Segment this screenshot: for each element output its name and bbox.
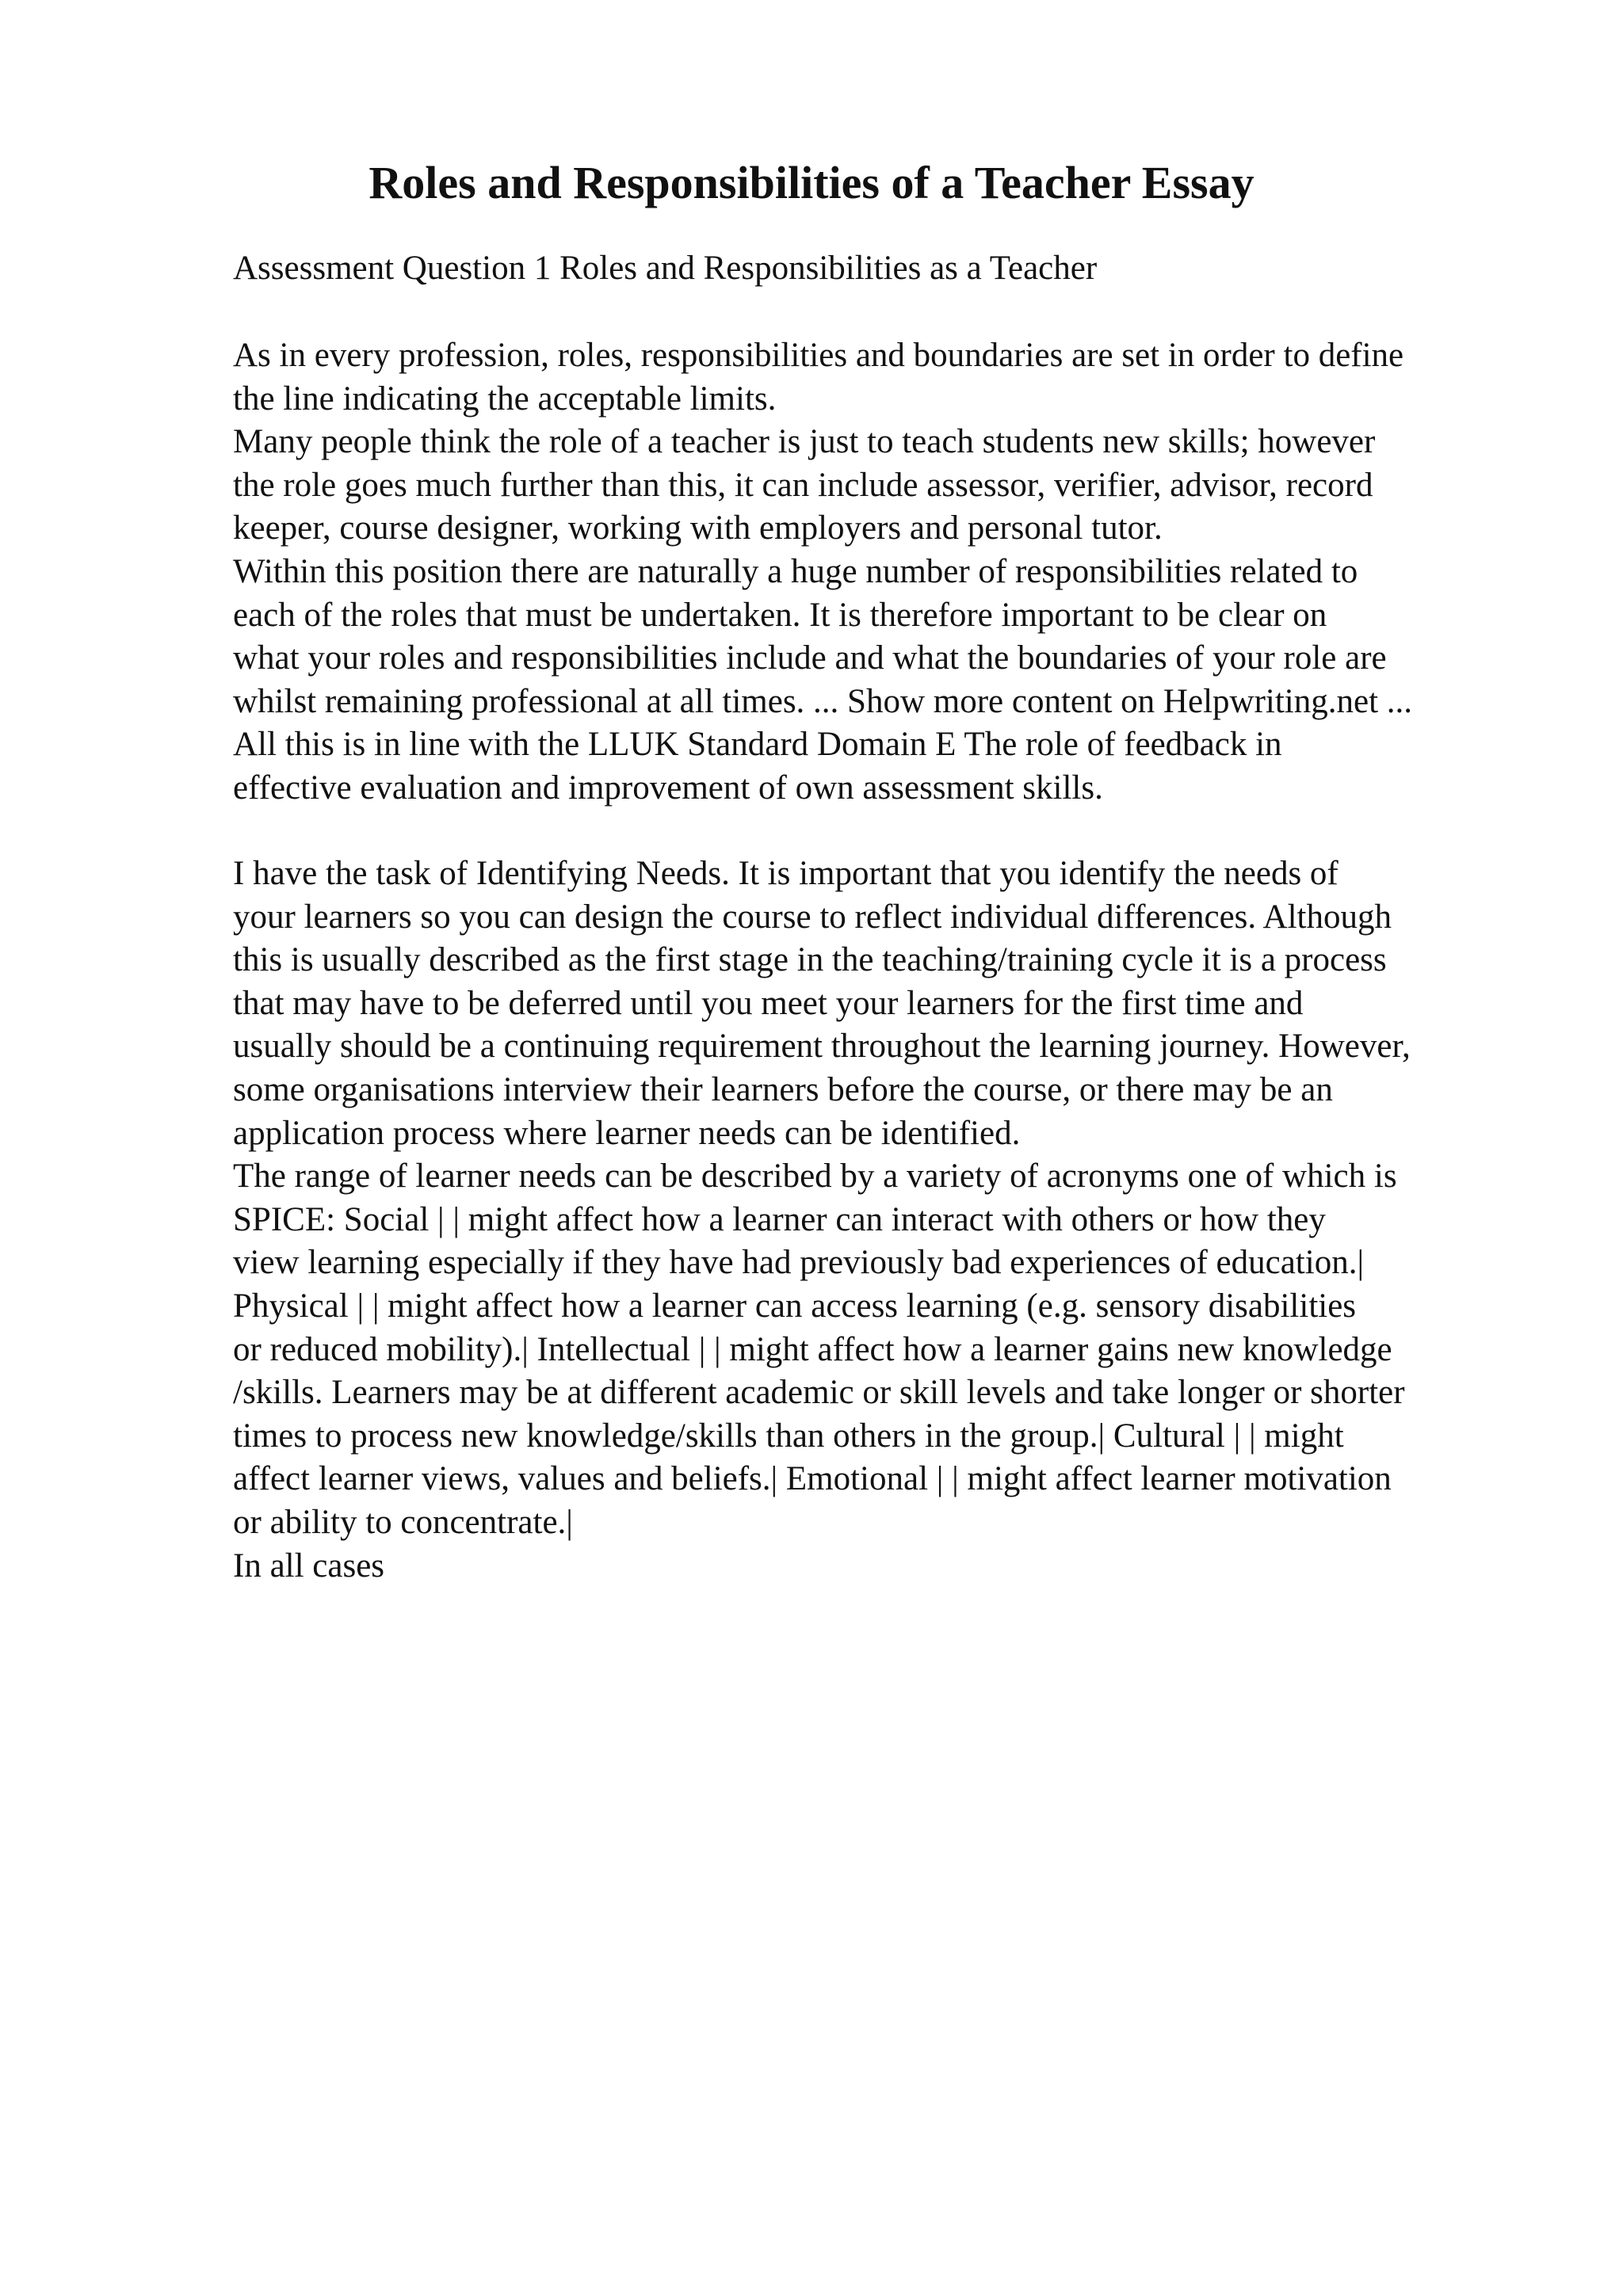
text-line: SPICE: Social | | might affect how a learner can interact with others or how they — [233, 1200, 1326, 1238]
text-line: each of the roles that must be undertaken. It is therefore important to be clear on — [233, 596, 1327, 634]
text-line: or reduced mobility).| Intellectual | | might affect how a learner gains new knowledge — [233, 1330, 1392, 1368]
text-line: As in every profession, roles, responsibilities and boundaries are set in order to define — [233, 337, 1404, 374]
assessment-question-heading: Assessment Question 1 Roles and Responsibilities as a Teacher — [233, 250, 1098, 287]
text-line: the role goes much further than this, it can include assessor, verifier, advisor, record — [233, 466, 1373, 504]
text-line: /skills. Learners may be at different academic or skill levels and take longer or shorter — [233, 1374, 1405, 1412]
text-line: All this is in line with the LLUK Standard Domain E The role of feedback in — [233, 726, 1282, 764]
text-line: Within this position there are naturally a huge number of responsibilities related to — [233, 552, 1358, 590]
text-line: some organisations interview their learners before the course, or there may be an — [233, 1070, 1333, 1108]
text-line: view learning especially if they have had previously bad experiences of education.| — [233, 1244, 1365, 1282]
text-line: Many people think the role of a teacher is just to teach students new skills; however — [233, 423, 1376, 461]
text-line: I have the task of Identifying Needs. It is important that you identify the needs of — [233, 855, 1338, 892]
text-line: The range of learner needs can be described by a variety of acronyms one of which is — [233, 1158, 1397, 1196]
paragraph-roles — [233, 334, 1564, 810]
text-line: times to process new knowledge/skills than others in the group.| Cultural | | might — [233, 1417, 1344, 1455]
text-line: what your roles and responsibilities include and what the boundaries of your role are — [233, 639, 1387, 677]
text-line: usually should be a continuing requirement throughout the learning journey. However, — [233, 1028, 1411, 1066]
text-line: affect learner views, values and beliefs.| Emotional | | might affect learner motivation — [233, 1460, 1392, 1498]
paragraph-identifying-needs — [233, 852, 1564, 1588]
text-line: effective evaluation and improvement of own assessment skills. — [233, 769, 1103, 807]
text-line: Physical | | might affect how a learner can access learning (e.g. sensory disabilities — [233, 1287, 1357, 1325]
text-line: or ability to concentrate.| — [233, 1503, 573, 1541]
text-line: whilst remaining professional at all times. ... Show more content on Helpwriting.net ... — [233, 682, 1413, 720]
text-line: that may have to be deferred until you meet your learners for the first time and — [233, 984, 1304, 1022]
text-line: your learners so you can design the course to reflect individual differences. Although — [233, 898, 1392, 936]
text-line: keeper, course designer, working with employers and personal tutor. — [233, 509, 1163, 547]
text-line: application process where learner needs can be identified. — [233, 1114, 1021, 1152]
page-title: Roles and Responsibilities of a Teacher Essay — [369, 157, 1254, 208]
text-line: In all cases — [233, 1547, 385, 1585]
text-line: the line indicating the acceptable limits. — [233, 379, 777, 418]
text-line: this is usually described as the first stage in the teaching/training cycle it is a process — [233, 941, 1387, 979]
